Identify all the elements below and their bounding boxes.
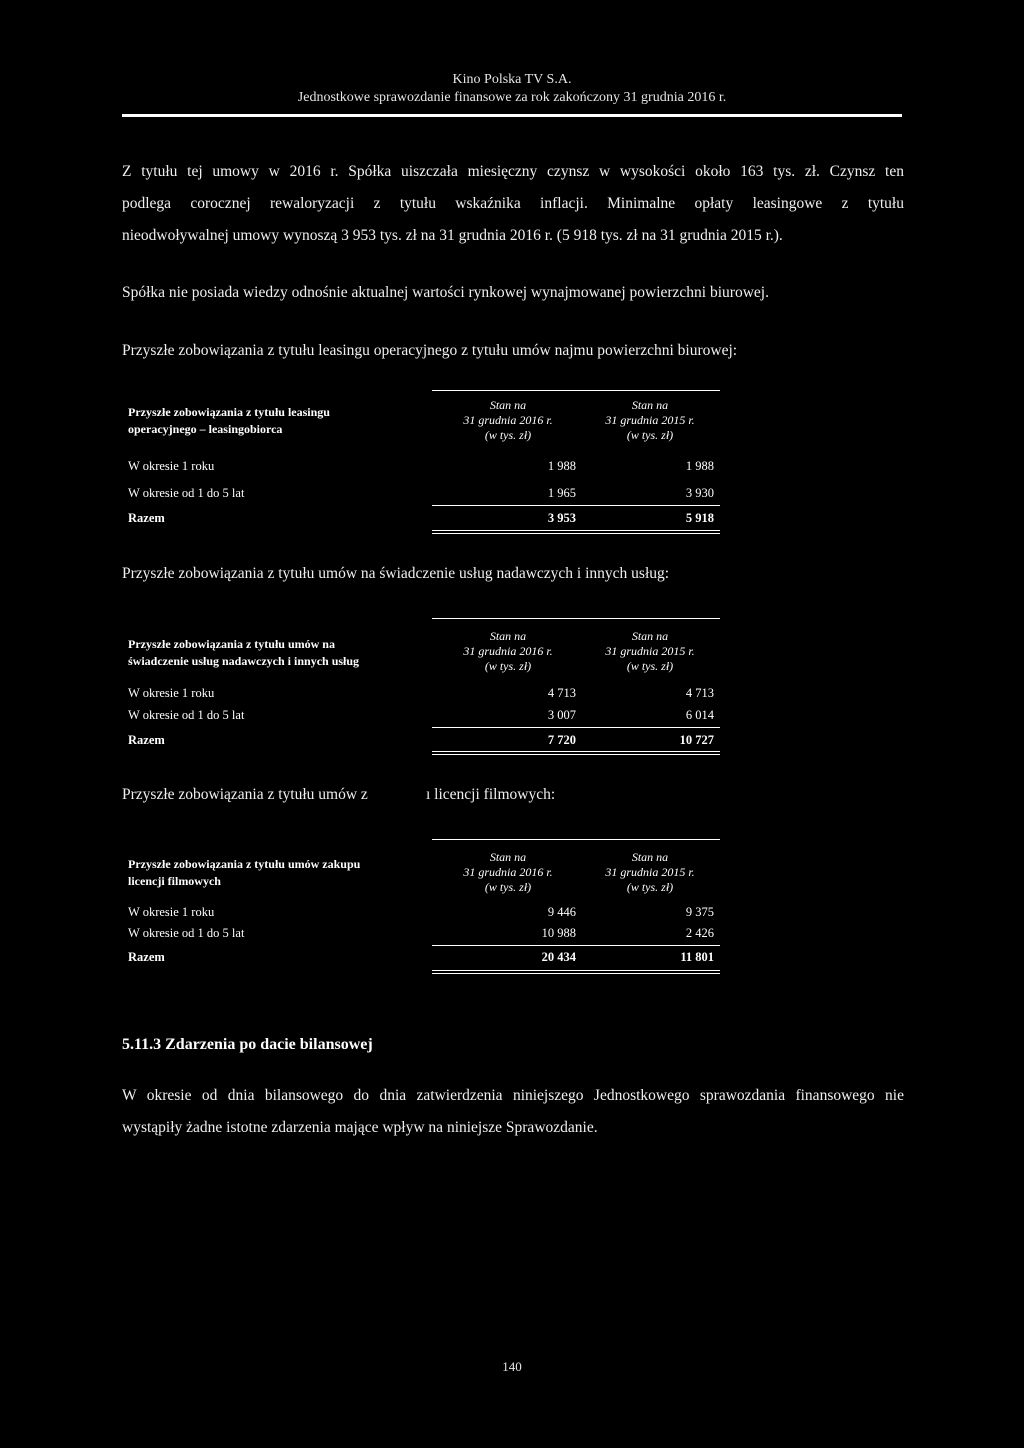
table2-row-value-2015: 4 713 [685,686,714,700]
table2-top-rule [432,618,720,619]
table1-title-line: operacyjnego – leasingobiorca [128,422,283,436]
table1-row-label: W okresie od 1 do 5 lat [128,486,245,500]
table3-row-value-2016: 9 446 [547,905,576,919]
paragraph-market-value: Spółka nie posiada wiedzy odnośnie aktualnej wartości rynkowej wynajmowanej powierzchni biurowej. [122,284,769,301]
paragraph-line: W okresie od dnia bilansowego do dnia zatwierdzenia niniejszego Jednostkowego sprawozdania finansowego nie [122,1087,904,1104]
col-header-line: (w tys. zł) [626,880,674,894]
table3-bottom-rule [432,973,720,974]
table2-row-label: W okresie od 1 do 5 lat [128,708,245,722]
col-header-line: Stan na [631,850,669,864]
col-header-line: Stan na [631,629,669,643]
table1-total-2015: 5 918 [685,511,714,525]
col-header-line: 31 grudnia 2015 r. [605,865,695,879]
table1-total-rule [432,505,720,506]
table2-total-label: Razem [128,733,165,747]
table2-total-2015: 10 727 [679,733,714,747]
table2-total-2016: 7 720 [547,733,576,747]
table2-title [128,636,359,670]
col-header-line: (w tys. zł) [626,659,674,673]
table1-row-value-2016: 1 965 [547,486,576,500]
table1-bottom-rule [432,533,720,534]
table1-bottom-rule [432,530,720,531]
table3-caption-right: ı licencji filmowych: [426,786,556,803]
table2-title-line: Przyszłe zobowiązania z tytułu umów na [128,637,335,651]
col-header-line: Stan na [489,629,527,643]
header-report-title: Jednostkowe sprawozdanie finansowe za rok zakończony 31 grudnia 2016 r. [297,90,727,105]
table1-total-label: Razem [128,511,165,525]
table2-col-2015-header [575,629,725,674]
table1-total-2016: 3 953 [547,511,576,525]
table2-row-value-2015: 6 014 [685,708,714,722]
col-header-line: 31 grudnia 2015 r. [605,644,695,658]
col-header-line: 31 grudnia 2015 r. [605,413,695,427]
col-header-line: (w tys. zł) [484,428,532,442]
paragraph-line: Z tytułu tej umowy w 2016 r. Spółka uiszczała miesięczny czynsz w wysokości około 163 tys. zł. Czynsz ten [122,163,904,180]
table2-row-value-2016: 4 713 [547,686,576,700]
table1-col-2016-header [433,398,583,443]
table1-title [128,404,330,438]
table3-col-2015-header [575,850,725,895]
header-company: Kino Polska TV S.A. [452,72,572,87]
table3-row-label: W okresie od 1 do 5 lat [128,926,245,940]
col-header-line: Stan na [489,398,527,412]
table2-row-value-2016: 3 007 [547,708,576,722]
table3-total-label: Razem [128,950,165,964]
header-divider [122,114,902,117]
paragraph-lease-terms [122,156,904,252]
table3-total-2015: 11 801 [680,950,714,964]
col-header-line: Stan na [631,398,669,412]
table2-col-2016-header [433,629,583,674]
col-header-line: 31 grudnia 2016 r. [463,413,553,427]
col-header-line: (w tys. zł) [626,428,674,442]
table2-bottom-rule [432,751,720,752]
page-number: 140 [502,1359,522,1374]
table3-total-2016: 20 434 [541,950,576,964]
table3-col-2016-header [433,850,583,895]
table1-row-value-2015: 3 930 [685,486,714,500]
table2-bottom-rule [432,754,720,755]
col-header-line: (w tys. zł) [484,659,532,673]
col-header-line: 31 grudnia 2016 r. [463,865,553,879]
table3-row-value-2015: 2 426 [685,926,714,940]
table3-row-value-2015: 9 375 [685,905,714,919]
table3-title-line: Przyszłe zobowiązania z tytułu umów zakupu [128,857,361,871]
table2-total-rule [432,727,720,728]
col-header-line: 31 grudnia 2016 r. [463,644,553,658]
table1-caption: Przyszłe zobowiązania z tytułu leasingu operacyjnego z tytułu umów najmu powierzchni biurowej: [122,342,738,359]
table1-top-rule [432,390,720,391]
table2-row-label: W okresie 1 roku [128,686,215,700]
paragraph-line: podlega corocznej rewaloryzacji z tytułu wskaźnika inflacji. Minimalne opłaty leasingowe z tytułu [122,195,904,212]
paragraph-line: nieodwoływalnej umowy wynoszą 3 953 tys. zł na 31 grudnia 2016 r. (5 918 tys. zł na 31 grudnia 2015 r.). [122,227,783,244]
table1-row-label: W okresie 1 roku [128,459,215,473]
col-header-line: Stan na [489,850,527,864]
table2-title-line: świadczenie usług nadawczych i innych usług [128,654,360,668]
table3-title-line: licencji filmowych [128,874,221,888]
table3-title [128,856,360,890]
table3-top-rule [432,839,720,840]
section-heading: 5.11.3 Zdarzenia po dacie bilansowej [122,1036,373,1053]
table1-col-2015-header [575,398,725,443]
table1-row-value-2016: 1 988 [547,459,576,473]
table1-title-line: Przyszłe zobowiązania z tytułu leasingu [128,405,330,419]
section-paragraph [122,1080,904,1144]
table3-total-rule [432,945,720,946]
table1-row-value-2015: 1 988 [685,459,714,473]
col-header-line: (w tys. zł) [484,880,532,894]
table3-caption-left: Przyszłe zobowiązania z tytułu umów z [122,786,368,803]
table3-bottom-rule [432,970,720,971]
table3-row-value-2016: 10 988 [541,926,576,940]
table2-caption: Przyszłe zobowiązania z tytułu umów na świadczenie usług nadawczych i innych usług: [122,565,670,582]
table3-row-label: W okresie 1 roku [128,905,215,919]
paragraph-line: wystąpiły żadne istotne zdarzenia mające wpływ na niniejsze Sprawozdanie. [122,1119,598,1136]
